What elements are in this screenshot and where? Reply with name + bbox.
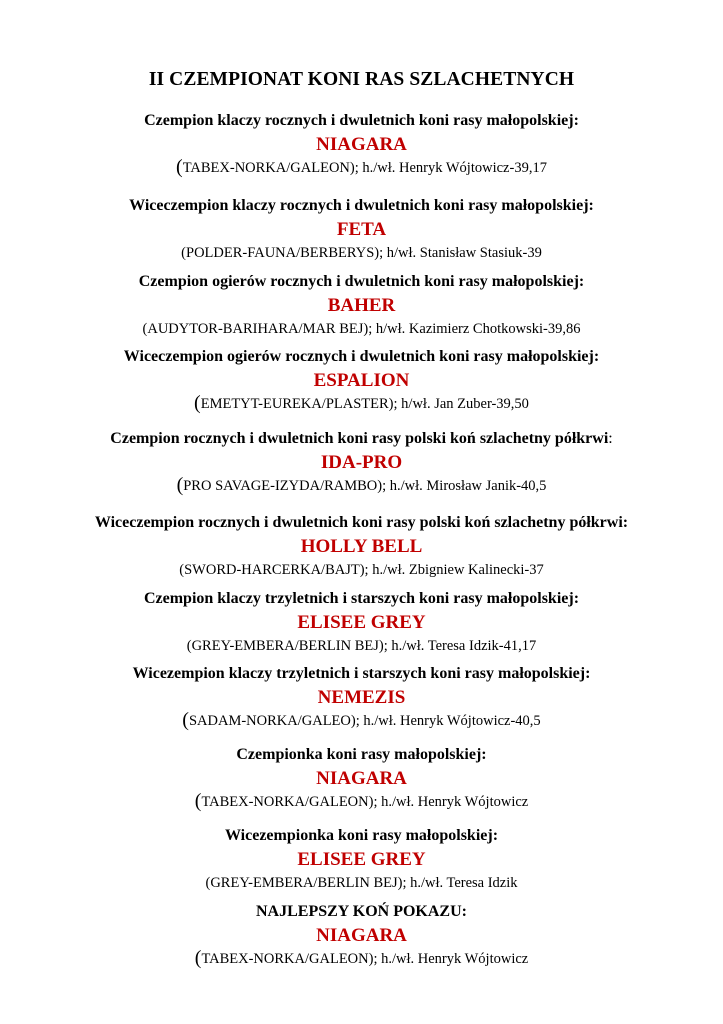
award-block (0, 589, 723, 656)
award-block (0, 745, 723, 812)
pedigree-owner: (POLDER-FAUNA/BERBERYS); h/wł. Stanisław Stasiuk-39 (181, 245, 542, 261)
award-title: Wicezempionka koni rasy małopolskiej: (224, 827, 499, 844)
pedigree-owner: (SADAM-NORKA/GALEO); h./wł. Henryk Wójtowicz-40,5 (182, 709, 541, 731)
award-title: Wiceczempion rocznych i dwuletnich koni rasy polski koń szlachetny półkrwi: (94, 514, 629, 531)
award-block (0, 826, 723, 893)
pedigree-owner: (GREY-EMBERA/BERLIN BEJ); h./wł. Teresa Idzik (205, 875, 518, 891)
horse-name: ELISEE GREY (297, 612, 426, 633)
award-block (0, 347, 723, 414)
award-title: Czempion klaczy trzyletnich i starszych koni rasy małopolskiej: (143, 590, 580, 607)
pedigree-owner: (AUDYTOR-BARIHARA/MAR BEJ); h/wł. Kazimierz Chotkowski-39,86 (142, 321, 581, 337)
pedigree-owner: (SWORD-HARCERKA/BAJT); h./wł. Zbigniew Kalinecki-37 (179, 562, 544, 578)
award-block (0, 111, 723, 178)
horse-name: NIAGARA (316, 768, 407, 789)
award-block (0, 664, 723, 731)
horse-name: NEMEZIS (317, 687, 406, 708)
award-title: Czempion rocznych i dwuletnich koni rasy polski koń szlachetny półkrwi: (110, 430, 613, 447)
pedigree-owner: (TABEX-NORKA/GALEON); h./wł. Henryk Wójtowicz (194, 947, 529, 969)
award-title: Czempion klaczy rocznych i dwuletnich koni rasy małopolskiej: (144, 112, 579, 129)
horse-name: ELISEE GREY (297, 849, 426, 870)
horse-name: IDA-PRO (320, 452, 403, 473)
horse-name: NIAGARA (316, 925, 407, 946)
horse-name: BAHER (327, 295, 396, 316)
award-block (0, 196, 723, 263)
award-title: Wiceczempion ogierów rocznych i dwuletnich koni rasy małopolskiej: (123, 348, 600, 365)
award-title: Czempionka koni rasy małopolskiej: (236, 746, 487, 763)
horse-name: FETA (336, 219, 387, 240)
award-title: Wicezempion klaczy trzyletnich i starszych koni rasy małopolskiej: (132, 665, 591, 682)
pedigree-owner: (TABEX-NORKA/GALEON); h./wł. Henryk Wójtowicz (194, 790, 529, 812)
award-block (0, 902, 723, 969)
pedigree-owner: (EMETYT-EUREKA/PLASTER); h/wł. Jan Zuber-39,50 (194, 392, 529, 414)
document-title: II CZEMPIONAT KONI RAS SZLACHETNYCH (148, 69, 575, 90)
pedigree-owner: (TABEX-NORKA/GALEON); h./wł. Henryk Wójtowicz-39,17 (176, 156, 547, 178)
horse-name: HOLLY BELL (300, 536, 423, 557)
pedigree-owner: (PRO SAVAGE-IZYDA/RAMBO); h./wł. Mirosław Janik-40,5 (176, 474, 547, 496)
horse-name: ESPALION (313, 370, 410, 391)
horse-name: NIAGARA (316, 134, 407, 155)
award-block (0, 513, 723, 580)
award-block (0, 429, 723, 496)
award-title: NAJLEPSZY KOŃ POKAZU: (256, 903, 467, 920)
award-block (0, 272, 723, 339)
award-title: Czempion ogierów rocznych i dwuletnich koni rasy małopolskiej: (138, 273, 585, 290)
pedigree-owner: (GREY-EMBERA/BERLIN BEJ); h./wł. Teresa Idzik-41,17 (186, 638, 537, 654)
award-title: Wiceczempion klaczy rocznych i dwuletnich koni rasy małopolskiej: (129, 197, 594, 214)
